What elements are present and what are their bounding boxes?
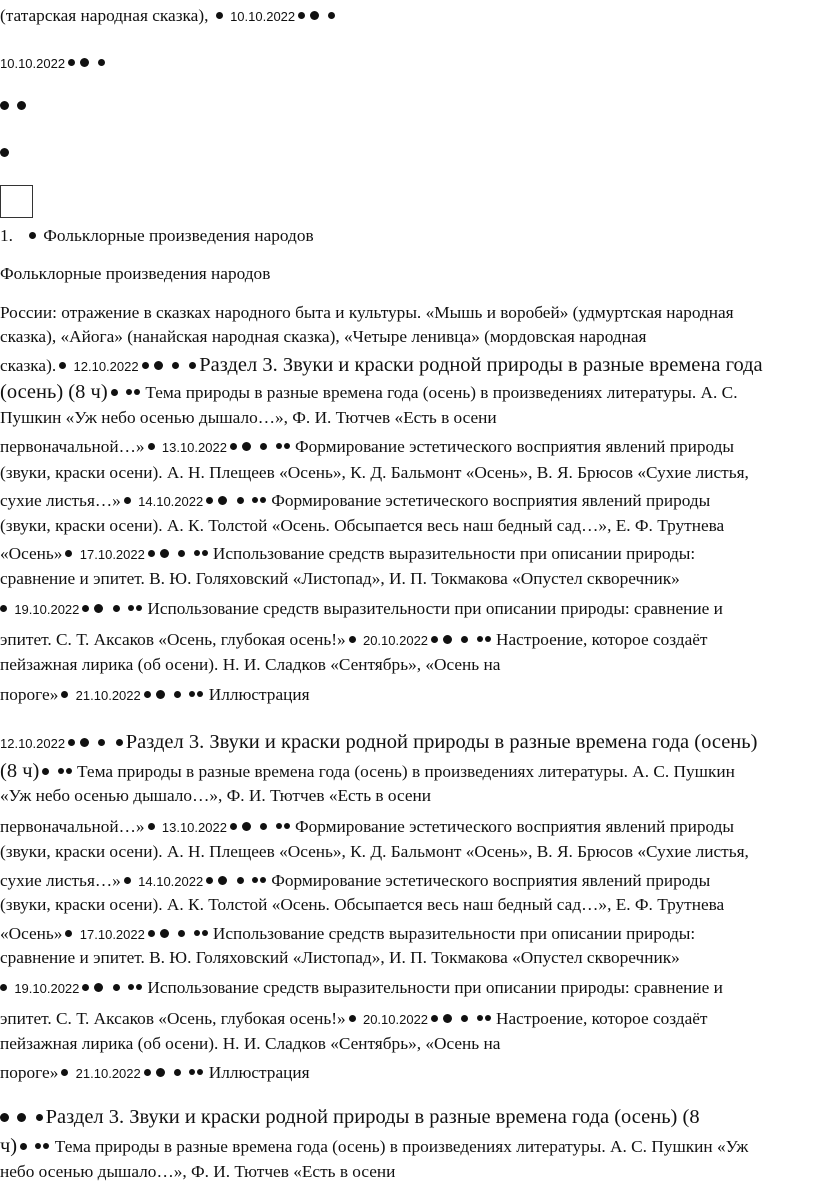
bullet-icon [148, 930, 155, 937]
bullet-icon [0, 101, 9, 110]
paragraph-line: Фольклорные произведения народов [0, 264, 271, 283]
bullet-icon [35, 1143, 41, 1149]
section-heading: Раздел 3. Звуки и краски родной природы в разные времена года (осень) [125, 731, 758, 753]
bullet-icon [128, 984, 134, 990]
text-line: ч) Тема природы в разные времена года (осень) в произведениях литературы. А. С. Пушкин «Уж [0, 1135, 749, 1157]
bullet-icon [477, 1015, 483, 1021]
bullet-icon [443, 635, 452, 644]
text-line: сказка). 12.10.2022 Раздел 3. Звуки и краски родной природы в разные времена года [0, 354, 763, 376]
bullet-icon [59, 362, 66, 369]
bullet-icon [260, 823, 267, 830]
bullet-icon [80, 58, 89, 67]
bullet-icon [202, 550, 208, 556]
bullet-icon [485, 1015, 491, 1021]
bullet-icon [443, 1014, 452, 1023]
text-line: 10.10.2022 [0, 51, 108, 76]
bullet-icon [237, 877, 244, 884]
bullet-icon [284, 823, 290, 829]
paragraph-line: (звуки, краски осени). А. К. Толстой «Осень. Обсыпается весь наш бедный сад…», Е. Ф. Трутнева [0, 516, 725, 535]
text-line: пороге» 21.10.2022 Иллюстрация [0, 1063, 310, 1082]
bullet-icon [260, 497, 266, 503]
bullet-icon [65, 930, 72, 937]
bullet-icon [431, 636, 438, 643]
bullet-icon [431, 1015, 438, 1022]
bullet-icon [61, 1069, 68, 1076]
bullet-icon [206, 497, 213, 504]
bullet-icon [0, 984, 7, 991]
bullet-icon [66, 768, 72, 774]
bullet-icon [17, 1113, 26, 1122]
bullet-icon [178, 930, 185, 937]
text-line: пороге» 21.10.2022 Иллюстрация [0, 685, 310, 704]
bullet-row [0, 141, 11, 165]
paragraph-line: «Уж небо осенью дышало…», Ф. И. Тютчев «Есть в осени [0, 786, 432, 805]
bullet-icon [42, 768, 49, 775]
bullet-icon [43, 1143, 49, 1149]
paragraph-line: пейзажная лирика (об осени). Н. И. Сладков «Сентябрь», «Осень на [0, 655, 501, 674]
bullet-icon [284, 443, 290, 449]
paragraph-line: России: отражение в сказках народного быта и культуры. «Мышь и воробей» (удмуртская народная [0, 303, 734, 322]
list-item: 1. Фольклорные произведения народов [0, 226, 314, 245]
bullet-icon [98, 739, 105, 746]
bullet-icon [218, 876, 227, 885]
bullet-icon [260, 443, 267, 450]
section-heading: Раздел 3. Звуки и краски родной природы в разные времена года (осень) (8 [45, 1106, 700, 1128]
text-line: 12.10.2022 Раздел 3. Звуки и краски родной природы в разные времена года (осень) [0, 731, 758, 753]
text-line: первоначальной…» 13.10.2022 Формирование эстетического восприятия явлений природы [0, 817, 735, 836]
bullet-icon [116, 739, 123, 746]
bullet-icon [197, 691, 203, 697]
bullet-icon [242, 822, 251, 831]
bullet-icon [134, 389, 140, 395]
bullet-icon [0, 1113, 9, 1122]
bullet-icon [276, 443, 282, 449]
bullet-icon [189, 1069, 195, 1075]
bullet-icon [349, 636, 356, 643]
text-line: эпитет. С. Т. Аксаков «Осень, глубокая осень!» 20.10.2022 Настроение, которое создаёт [0, 630, 708, 649]
bullet-icon [94, 983, 103, 992]
bullet-icon [17, 101, 26, 110]
paragraph-line: небо осенью дышало…», Ф. И. Тютчев «Есть в осени [0, 1162, 396, 1181]
bullet-icon [194, 550, 200, 556]
text-line: 19.10.2022 Использование средств выразительности при описании природы: сравнение и [0, 976, 723, 1001]
empty-box [0, 185, 33, 218]
bullet-icon [128, 605, 134, 611]
bullet-icon [461, 1015, 468, 1022]
bullet-icon [160, 929, 169, 938]
bullet-icon [174, 691, 181, 698]
bullet-icon [148, 550, 155, 557]
section-heading: (осень) (8 ч) [0, 381, 108, 403]
bullet-icon [461, 636, 468, 643]
paragraph-line: сказка), «Айога» (нанайская народная сказка), «Четыре ленивца» (мордовская народная [0, 327, 647, 346]
bullet-icon [68, 739, 75, 746]
paragraph-line: (звуки, краски осени). А. Н. Плещеев «Осень», К. Д. Бальмонт «Осень», В. Я. Брюсов «Сухие листья, [0, 463, 749, 482]
text-line: эпитет. С. Т. Аксаков «Осень, глубокая осень!» 20.10.2022 Настроение, которое создаёт [0, 1009, 708, 1028]
bullet-icon [237, 497, 244, 504]
bullet-icon [230, 823, 237, 830]
bullet-icon [202, 930, 208, 936]
bullet-icon [242, 442, 251, 451]
bullet-icon [68, 59, 75, 66]
bullet-icon [252, 497, 258, 503]
bullet-icon [148, 443, 155, 450]
bullet-icon [197, 1069, 203, 1075]
bullet-icon [29, 232, 36, 239]
bullet-icon [276, 823, 282, 829]
bullet-icon [194, 930, 200, 936]
bullet-icon [94, 604, 103, 613]
bullet-icon [82, 984, 89, 991]
paragraph-line: (звуки, краски осени). А. Н. Плещеев «Осень», К. Д. Бальмонт «Осень», В. Я. Брюсов «Сухие листья, [0, 842, 749, 861]
bullet-icon [477, 636, 483, 642]
bullet-icon [160, 549, 169, 558]
bullet-icon [126, 389, 132, 395]
text-line: сухие листья…» 14.10.2022 Формирование эстетического восприятия явлений природы [0, 491, 711, 510]
bullet-icon [252, 877, 258, 883]
text-line: (осень) (8 ч) Тема природы в разные времена года (осень) в произведениях литературы. А. С. [0, 381, 738, 403]
bullet-icon [260, 877, 266, 883]
bullet-icon [0, 605, 7, 612]
section-heading: (8 ч) [0, 760, 40, 782]
bullet-icon [328, 12, 335, 19]
bullet-icon [349, 1015, 356, 1022]
paragraph-line: (звуки, краски осени). А. К. Толстой «Осень. Обсыпается весь наш бедный сад…», Е. Ф. Трутнева [0, 895, 725, 914]
text-line: сухие листья…» 14.10.2022 Формирование эстетического восприятия явлений природы [0, 871, 711, 890]
bullet-icon [20, 1143, 27, 1150]
bullet-icon [189, 691, 195, 697]
bullet-icon [174, 1069, 181, 1076]
bullet-icon [172, 362, 179, 369]
text-line: «Осень» 17.10.2022 Использование средств выразительности при описании природы: [0, 544, 696, 563]
bullet-icon [144, 691, 151, 698]
bullet-icon [310, 11, 319, 20]
bullet-icon [206, 877, 213, 884]
bullet-icon [111, 389, 118, 396]
bullet-icon [144, 1069, 151, 1076]
bullet-icon [0, 148, 9, 157]
bullet-icon [124, 877, 131, 884]
bullet-icon [136, 984, 142, 990]
bullet-icon [218, 496, 227, 505]
bullet-icon [142, 362, 149, 369]
bullet-icon [61, 691, 68, 698]
text-line: (8 ч) Тема природы в разные времена года (осень) в произведениях литературы. А. С. Пушкин [0, 760, 735, 782]
bullet-icon [36, 1114, 43, 1121]
bullet-icon [136, 605, 142, 611]
text-line: 19.10.2022 Использование средств выразительности при описании природы: сравнение и [0, 597, 723, 622]
text-line [0, 1105, 700, 1130]
bullet-icon [154, 361, 163, 370]
bullet-icon [216, 12, 223, 19]
text-line: первоначальной…» 13.10.2022 Формирование эстетического восприятия явлений природы [0, 437, 735, 456]
text-line: (татарская народная сказка), 10.10.2022 [0, 4, 338, 29]
bullet-icon [156, 690, 165, 699]
bullet-icon [156, 1068, 165, 1077]
bullet-icon [298, 12, 305, 19]
bullet-icon [65, 550, 72, 557]
bullet-icon [58, 768, 64, 774]
bullet-icon [148, 823, 155, 830]
bullet-icon [189, 362, 196, 369]
paragraph-line: сравнение и эпитет. В. Ю. Голяховский «Листопад», И. П. Токмакова «Опустел скворечник» [0, 948, 680, 967]
bullet-icon [124, 497, 131, 504]
bullet-icon [82, 605, 89, 612]
bullet-icon [80, 738, 89, 747]
section-heading: ч) [0, 1135, 18, 1157]
bullet-icon [113, 605, 120, 612]
bullet-icon [98, 59, 105, 66]
bullet-icon [230, 443, 237, 450]
bullet-icon [178, 550, 185, 557]
paragraph-line: пейзажная лирика (об осени). Н. И. Сладков «Сентябрь», «Осень на [0, 1034, 501, 1053]
paragraph-line: сравнение и эпитет. В. Ю. Голяховский «Листопад», И. П. Токмакова «Опустел скворечник» [0, 569, 680, 588]
paragraph-line: Пушкин «Уж небо осенью дышало…», Ф. И. Тютчев «Есть в осени [0, 408, 497, 427]
bullet-icon [485, 636, 491, 642]
section-heading: Раздел 3. Звуки и краски родной природы в разные времена года [199, 354, 763, 376]
bullet-icon [113, 984, 120, 991]
bullet-row [0, 94, 28, 118]
text-line: «Осень» 17.10.2022 Использование средств выразительности при описании природы: [0, 924, 696, 943]
